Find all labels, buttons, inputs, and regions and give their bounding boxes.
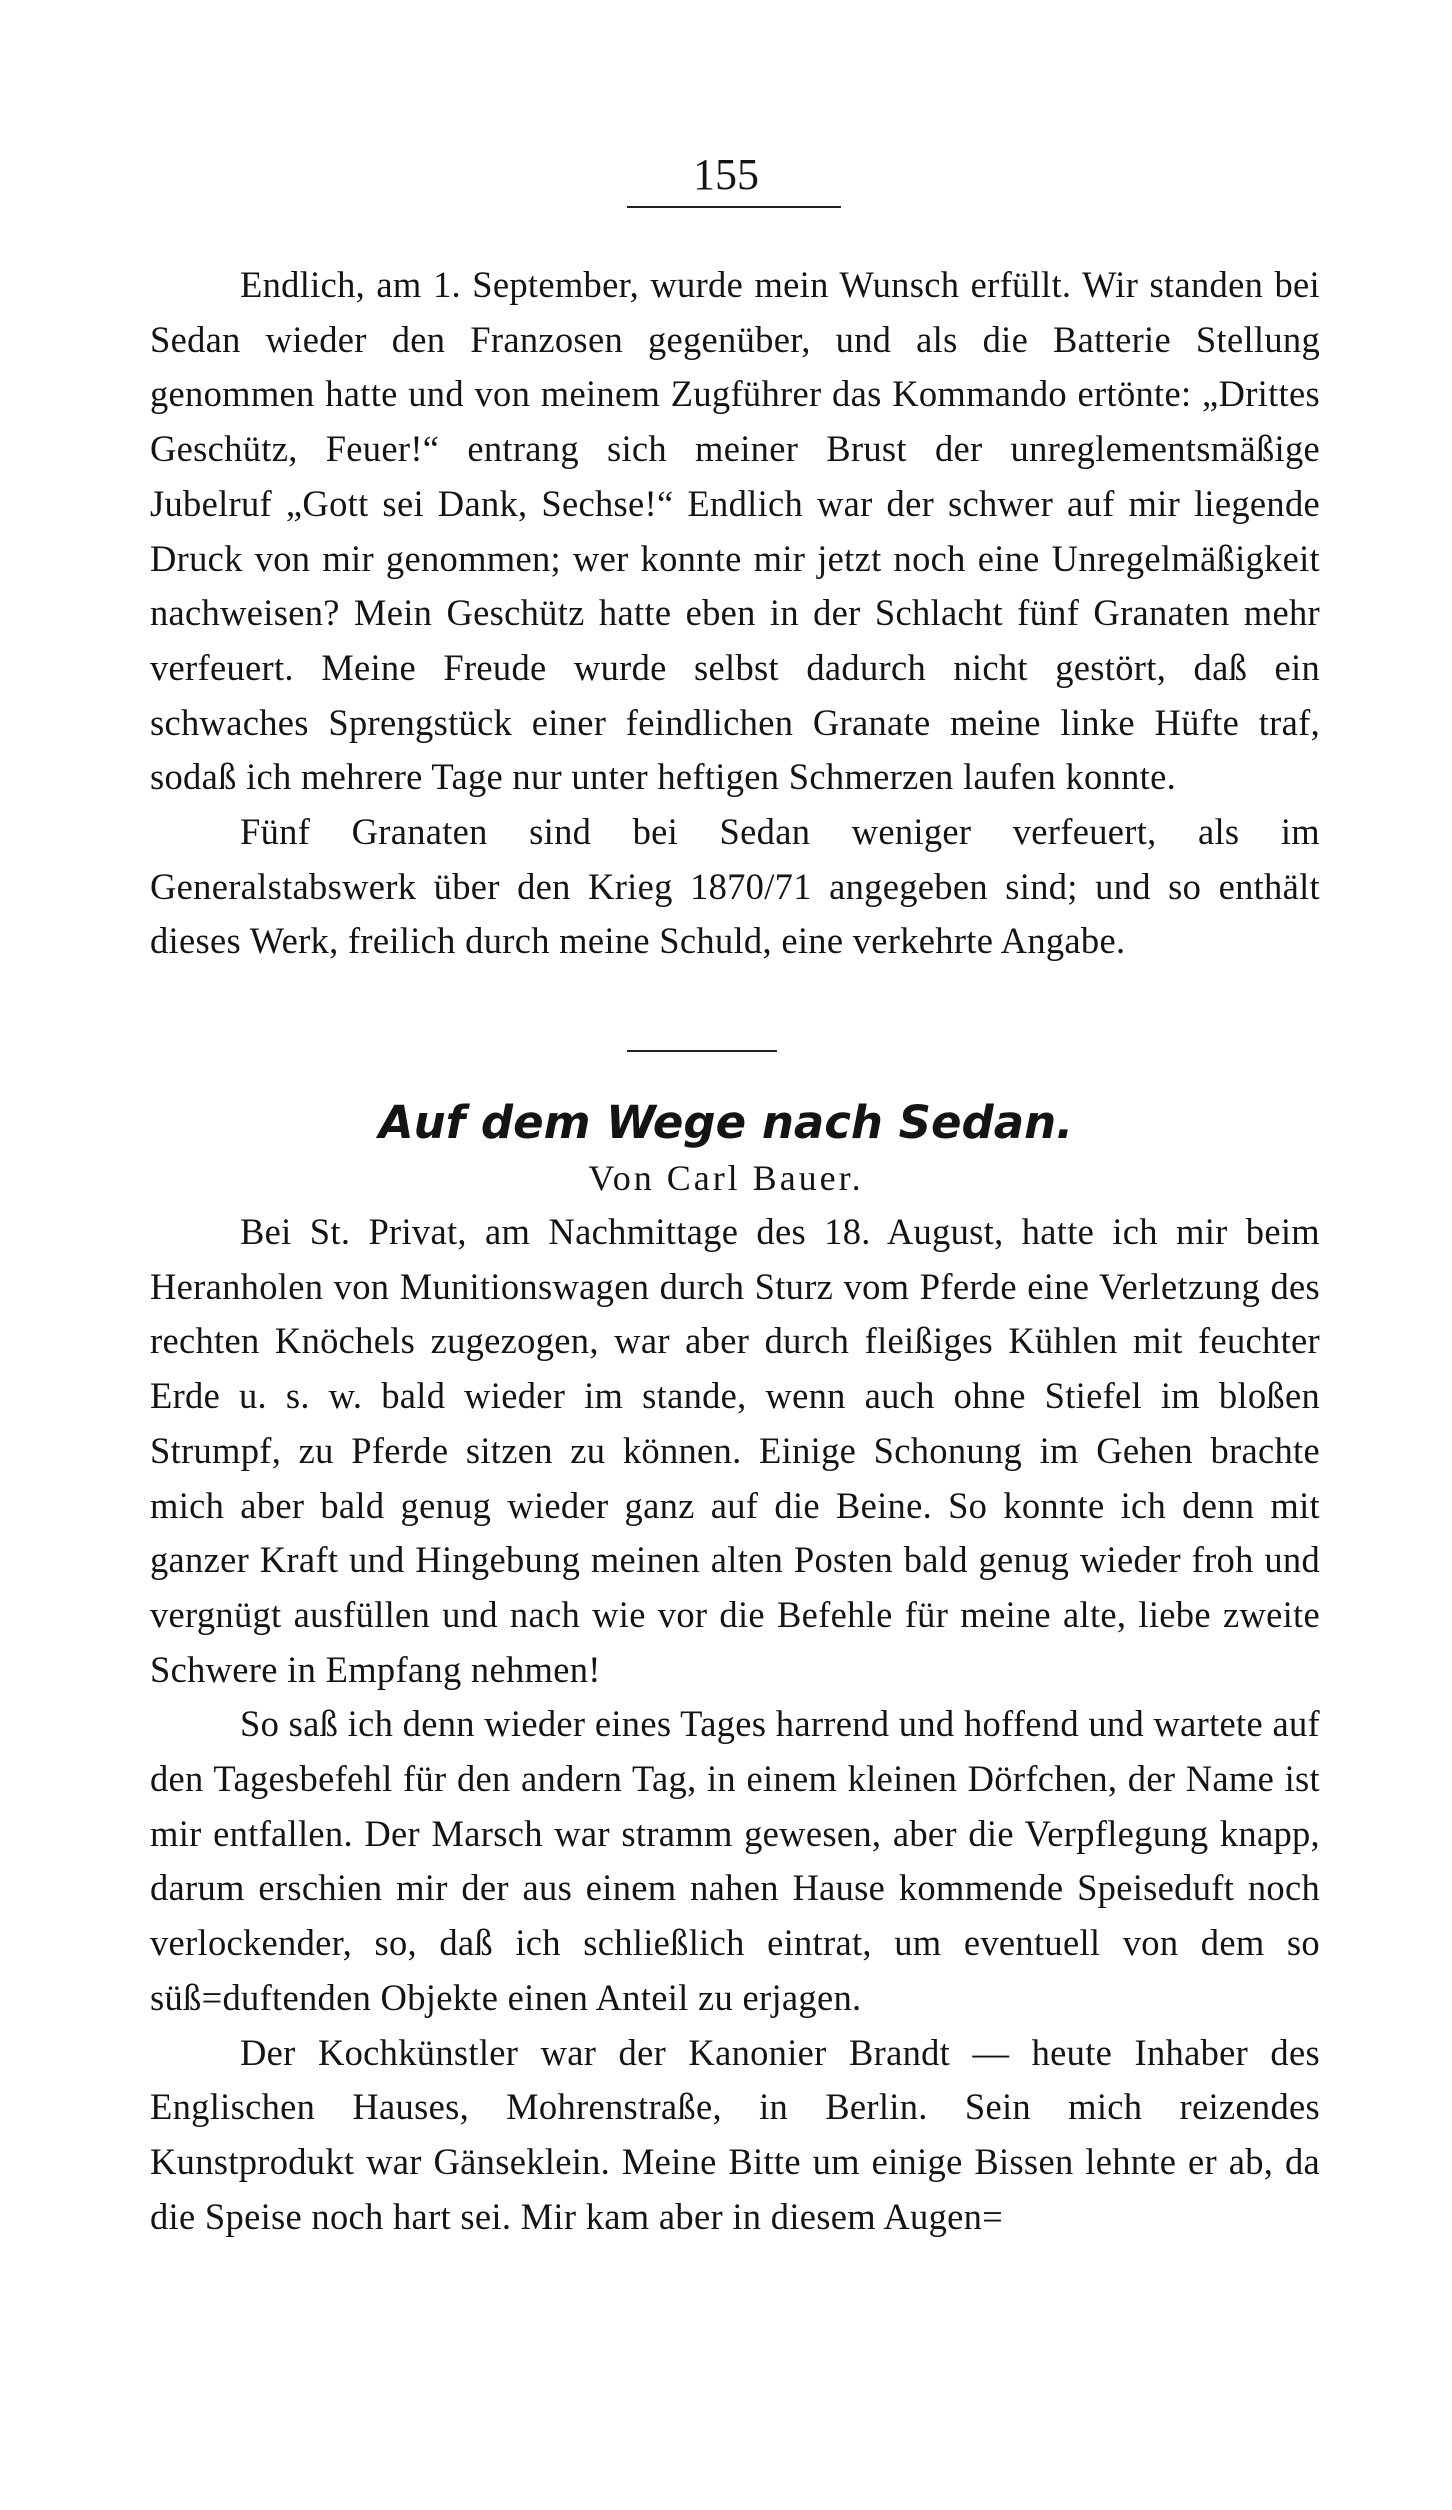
paragraph: So saß ich denn wieder eines Tages harrend und hoffend und wartete auf den Tagesbefehl für den andern Tag, in einem kleinen Dörfchen, der Name ist mir entfallen. Der Marsch war stramm gewesen, aber die Verpflegung knapp, darum erschien mir der aus einem nahen Hause kommende Speiseduft noch verlockender, so, daß ich schließlich eintrat, um eventuell von dem so süß=duftenden Objekte einen Anteil zu erjagen. — [150, 1703, 1320, 2018]
paragraph: Der Kochkünstler war der Kanonier Brandt — heute Inhaber des Englischen Hauses, Mohrenstraße, in Berlin. Sein mich reizendes Kunstprodukt war Gänseklein. Meine Bitte um einige Bissen lehnte er ab, da die Speise noch hart sei. Mir kam aber in diesem Augen= — [150, 2031, 1320, 2237]
paragraph: Fünf Granaten sind bei Sedan weniger verfeuert, als im Generalstabswerk über den Krieg 1870/71 angegeben sind; und so enthält dieses Werk, freilich durch meine Schuld, eine verkehrte Angabe. — [150, 811, 1320, 962]
chapter-text — [150, 1205, 1320, 2244]
page-number: 155 — [693, 150, 759, 199]
chapter-title: Auf dem Wege nach Sedan. — [378, 1096, 1074, 1149]
header-rule — [627, 206, 841, 208]
paragraph: Endlich, am 1. September, wurde mein Wunsch erfüllt. Wir standen bei Sedan wieder den Franzosen gegenüber, und als die Batterie Stellung genommen hatte und von meinem Zugführer das Kommando ertönte: „Drittes Geschütz, Feuer!“ entrang sich meiner Brust der unreglementsmäßige Jubelruf „Gott sei Dank, Sechse!“ Endlich war der schwer auf mir liegende Druck von mir genommen; wer konnte mir jetzt noch eine Unregelmäßigkeit nachweisen? Mein Geschütz hatte eben in der Schlacht fünf Granaten mehr verfeuert. Meine Freude wurde selbst dadurch nicht gestört, daß ein schwaches Sprengstück einer feindlichen Granate meine linke Hüfte traf, sodaß ich mehrere Tage nur unter heftigen Schmerzen laufen konnte. — [150, 264, 1320, 798]
section-text-continued — [150, 258, 1320, 969]
section-divider — [627, 1050, 777, 1052]
paragraph: Bei St. Privat, am Nachmittage des 18. August, hatte ich mir beim Heranholen von Munitionswagen durch Sturz vom Pferde eine Verletzung des rechten Knöchels zugezogen, war aber durch fleißiges Kühlen mit feuchter Erde u. s. w. bald wieder im stande, wenn auch ohne Stiefel im bloßen Strumpf, zu Pferde sitzen zu können. Einige Schonung im Gehen brachte mich aber bald genug wieder ganz auf die Beine. So konnte ich denn mit ganzer Kraft und Hingebung meinen alten Posten bald genug wieder froh und vergnügt ausfüllen und nach wie vor die Befehle für meine alte, liebe zweite Schwere in Empfang nehmen! — [150, 1211, 1320, 1690]
chapter-author: Von Carl Bauer. — [588, 1158, 864, 1198]
